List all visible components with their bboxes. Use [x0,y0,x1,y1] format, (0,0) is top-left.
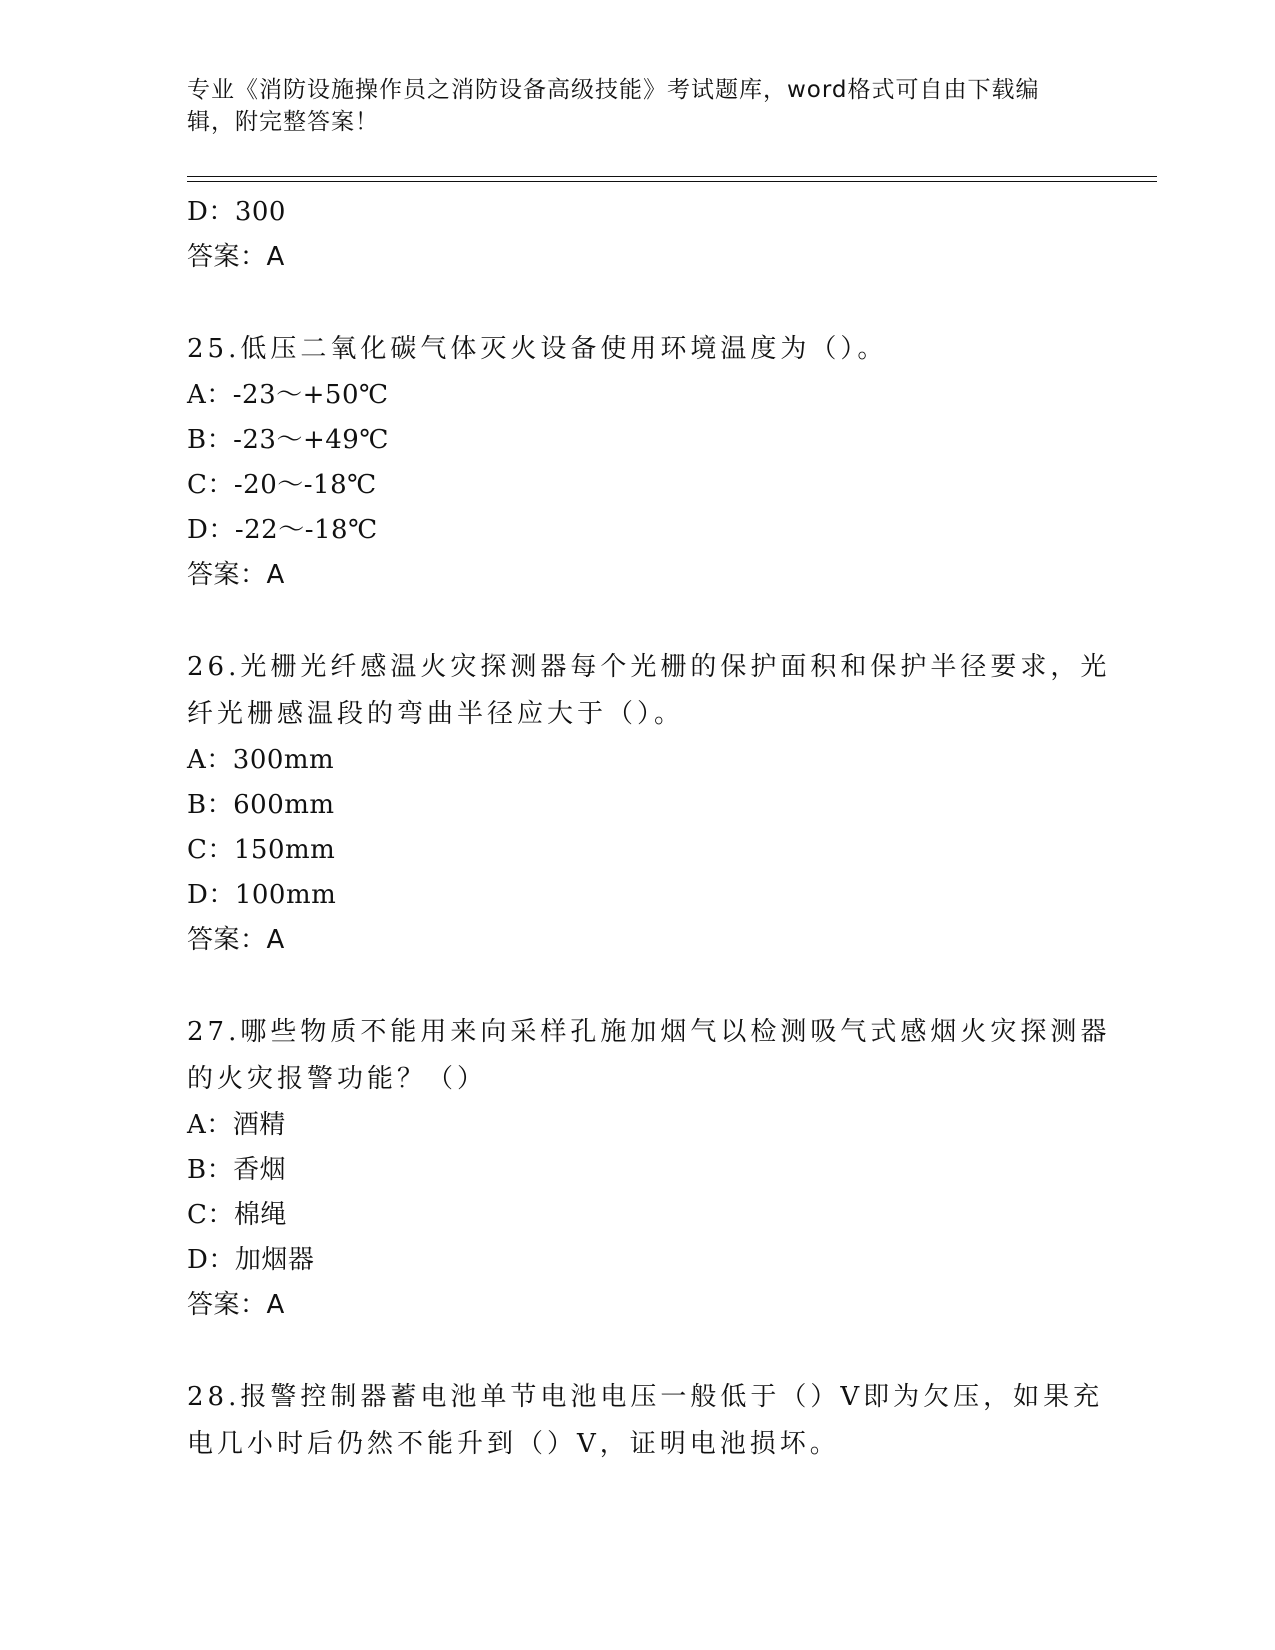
header-rule-bottom [187,181,1157,182]
q26-stem-line-1: 26.光栅光纤感温火灾探测器每个光栅的保护面积和保护半径要求，光 [187,652,1111,682]
spacer [187,963,1087,1009]
q27-stem-line-1: 27.哪些物质不能用来向采样孔施加烟气以检测吸气式感烟火灾探测器 [187,1017,1111,1047]
q28-stem-line-2: 电几小时后仍然不能升到（）V，证明电池损坏。 [187,1429,840,1459]
q26-option-a: A：300mm [187,745,335,775]
document-header [187,74,1067,138]
q28-stem-line-1: 28.报警控制器蓄电池单节电池电压一般低于（）V即为欠压，如果充 [187,1382,1104,1412]
q27-option-a: A：酒精 [187,1110,286,1140]
q25-option-d: D：-22～-18℃ [187,515,378,545]
document-body [187,190,1111,1468]
q27-answer: 答案：A [187,1290,285,1320]
spacer [187,1328,1087,1374]
q27-option-c: C：棉绳 [187,1200,287,1230]
header-rule-top [187,176,1157,177]
q25-option-a: A：-23～+50℃ [187,380,389,410]
q26-stem-line-2: 纤光栅感温段的弯曲半径应大于（）。 [187,699,685,729]
header-line-1: 专业《消防设施操作员之消防设备高级技能》考试题库，word格式可自由下载编 [187,77,1040,103]
q27-option-b: B：香烟 [187,1155,287,1185]
spacer [187,280,1087,326]
q26-option-b: B：600mm [187,790,335,820]
q26-answer: 答案：A [187,925,285,955]
header-line-2: 辑，附完整答案！ [187,109,379,135]
q25-option-b: B：-23～+49℃ [187,425,389,455]
q26-option-c: C：150mm [187,835,336,865]
q25-answer: 答案：A [187,560,285,590]
q27-option-d: D：加烟器 [187,1245,315,1275]
q25-option-c: C：-20～-18℃ [187,470,377,500]
q27-stem-line-2: 的火灾报警功能？（） [187,1064,488,1094]
q26-option-d: D：100mm [187,880,337,910]
prev-answer: 答案：A [187,242,285,272]
q25-stem: 25.低压二氧化碳气体灭火设备使用环境温度为（）。 [187,334,888,364]
prev-option-d: D：300 [187,197,286,227]
spacer [187,598,1087,644]
